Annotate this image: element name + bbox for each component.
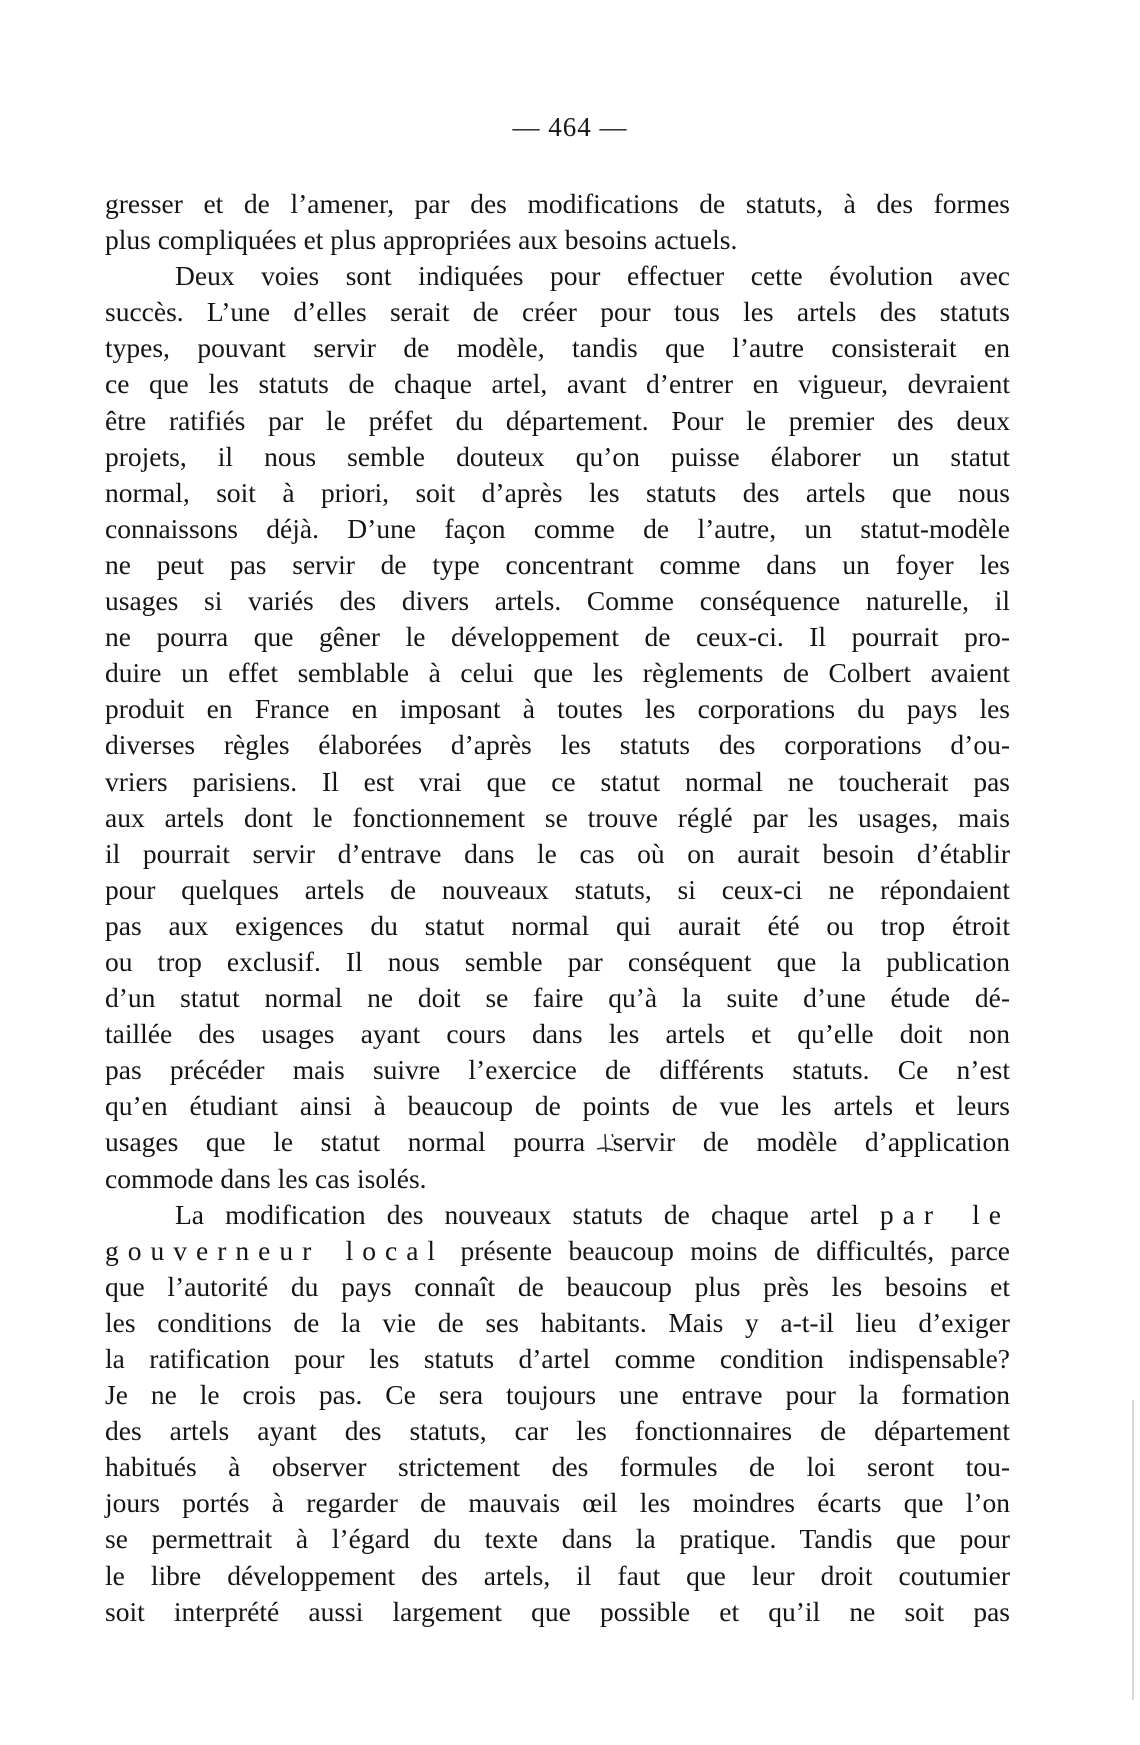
text-line: aux artels dont le fonctionnement se trouve réglé par les usages, mais — [105, 801, 1010, 833]
text-line: habitués à observer strictement des formules de loi seront tou- — [105, 1451, 1010, 1483]
text-line: Je ne le crois pas. Ce sera toujours une entrave pour la formation — [105, 1379, 1010, 1411]
text-line: projets, il nous semble douteux qu’on puisse élaborer un statut — [105, 440, 1010, 472]
text-line: types, pouvant servir de modèle, tandis que l’autre consisterait en — [105, 332, 1010, 364]
text-line: connaissons déjà. D’une façon comme de l’autre, un statut-modèle — [105, 512, 1010, 544]
text-line: qu’en étudiant ainsi à beaucoup de points de vue les artels et leurs — [105, 1090, 1010, 1122]
text-line: succès. L’une d’elles serait de créer pour tous les artels des statuts — [105, 296, 1010, 328]
text-line: les conditions de la vie de ses habitants. Mais y a-t-il lieu d’exiger — [105, 1306, 1010, 1338]
text-line: diverses règles élaborées d’après les statuts des corporations d’ou- — [105, 729, 1010, 761]
text-line: jours portés à regarder de mauvais œil les moindres écarts que l’on — [105, 1487, 1010, 1519]
text-line: vriers parisiens. Il est vrai que ce statut normal ne toucherait pas — [105, 765, 1010, 797]
text-segment: présente beaucoup moins de difficultés, parce — [460, 1234, 1011, 1266]
text-line: normal, soit à priori, soit d’après les statuts des artels que nous — [105, 476, 1010, 508]
text-line: des artels ayant des statuts, car les fonctionnaires de département — [105, 1415, 1010, 1447]
text-line: gresser et de l’amener, par des modifications de statuts, à des formes — [105, 188, 1010, 219]
text-line: ou trop exclusif. Il nous semble par conséquent que la publication — [105, 945, 1010, 977]
body-text — [105, 186, 1010, 1630]
text-line: taillée des usages ayant cours dans les artels et qu’elle doit non — [105, 1018, 1010, 1050]
spaced-phrase: par le — [879, 1198, 1010, 1230]
text-line: le libre développement des artels, il faut que leur droit coutumier — [105, 1559, 1010, 1591]
text-line: que l’autorité du pays connaît de beaucoup plus près les besoins et — [105, 1270, 1010, 1302]
text-segment: La modification des nouveaux statuts de chaque artel — [175, 1198, 859, 1230]
text-line: ne peut pas servir de type concentrant comme dans un foyer les — [105, 548, 1010, 580]
text-line: soit interprété aussi largement que possible et qu’il ne soit pas — [105, 1595, 1010, 1627]
text-line: produit en France en imposant à toutes les corporations du pays les — [105, 693, 1010, 725]
text-line: plus compliquées et plus appropriées aux besoins actuels. — [105, 224, 738, 256]
text-line: il pourrait servir d’entrave dans le cas où on aurait besoin d’établir — [105, 837, 1010, 869]
text-line: duire un effet semblable à celui que les règlements de Colbert avaient — [105, 657, 1010, 689]
text-line: pour quelques artels de nouveaux statuts, si ceux-ci ne répondaient — [105, 873, 1010, 905]
spaced-phrase: gouverneur local — [105, 1234, 445, 1266]
page-edge-shadow — [1132, 1400, 1134, 1700]
text-line: usages si variés des divers artels. Comme conséquence naturelle, il — [105, 585, 1010, 617]
pencil-mark-icon — [592, 1130, 622, 1160]
text-line — [105, 1233, 1010, 1269]
text-line: se permettrait à l’égard du texte dans la pratique. Tandis que pour — [105, 1523, 1010, 1555]
text-line: pas aux exigences du statut normal qui aurait été ou trop étroit — [105, 909, 1010, 941]
text-line: la ratification pour les statuts d’artel comme condition indispensable? — [105, 1343, 1010, 1374]
text-line: usages que le statut normal pourra servir de modèle d’application — [105, 1126, 1010, 1158]
text-line: d’un statut normal ne doit se faire qu’à la suite d’une étude dé- — [105, 982, 1010, 1014]
text-line: ne pourra que gêner le développement de ceux-ci. Il pourrait pro- — [105, 621, 1010, 653]
text-line: pas précéder mais suivre l’exercice de différents statuts. Ce n’est — [105, 1054, 1010, 1086]
text-line: ce que les statuts de chaque artel, avant d’entrer en vigueur, devraient — [105, 368, 1010, 400]
text-line: être ratifiés par le préfet du département. Pour le premier des deux — [105, 404, 1010, 436]
text-line: commode dans les cas isolés. — [105, 1162, 427, 1194]
paragraph-start-line — [105, 1197, 1010, 1233]
page-number: — 464 — — [512, 112, 628, 142]
paragraph-start-line: Deux voies sont indiquées pour effectuer cette évolution avec — [175, 260, 1010, 292]
